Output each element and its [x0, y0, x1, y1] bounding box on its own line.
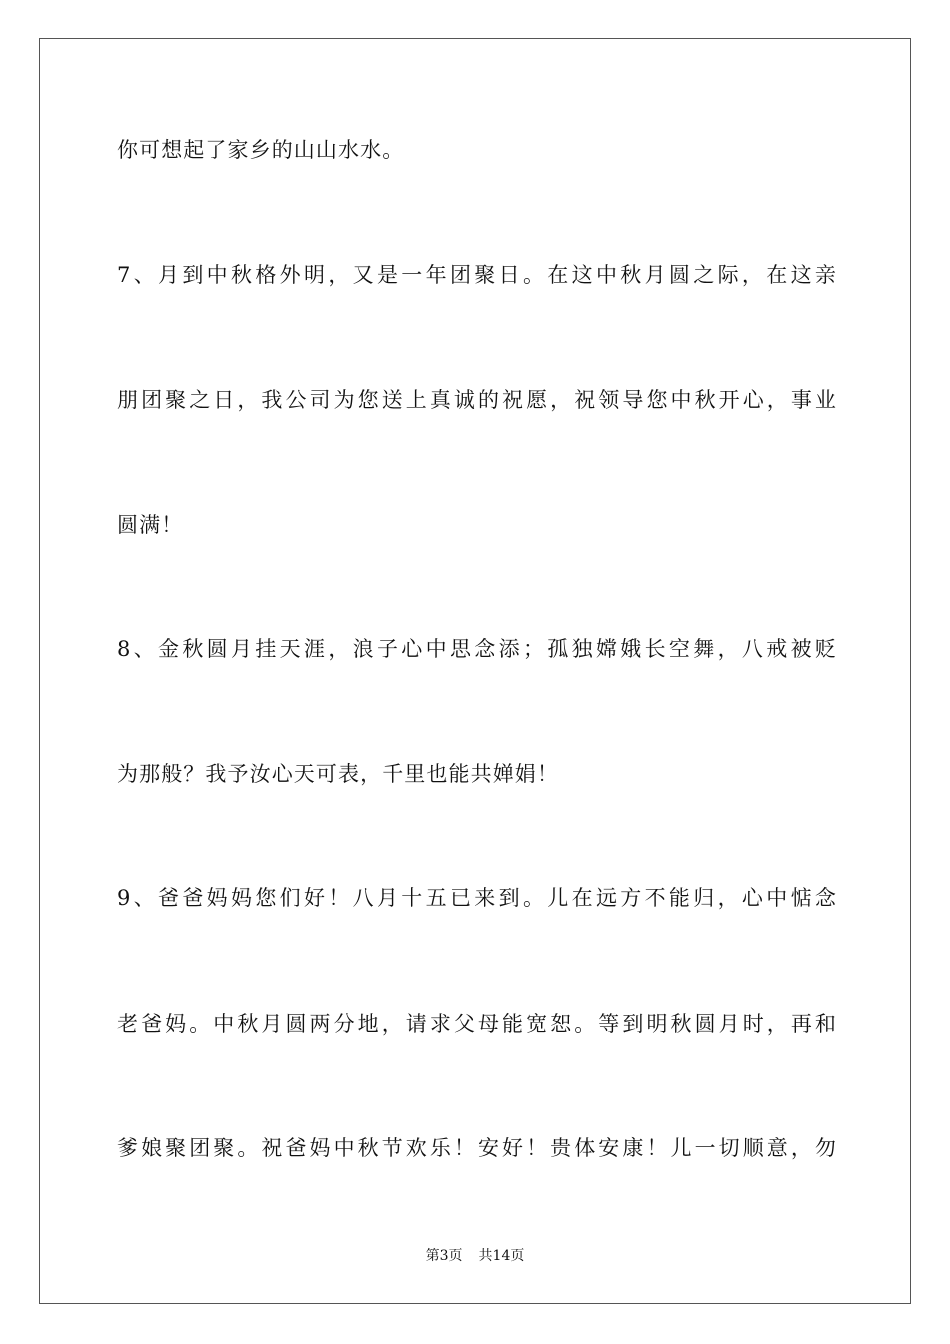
- text-line: 老爸妈。中秋月圆两分地，请求父母能宽恕。等到明秋圆月时，再和: [117, 1012, 837, 1036]
- text-line: 圆满！: [117, 513, 184, 537]
- text-line: 9、爸爸妈妈您们好！八月十五已来到。儿在远方不能归，心中惦念: [117, 886, 837, 910]
- text-line: 为那般？我予汝心天可表，千里也能共婵娟！: [117, 762, 559, 786]
- text-line: 爹娘聚团聚。祝爸妈中秋节欢乐！安好！贵体安康！儿一切顺意，勿: [117, 1136, 837, 1160]
- text-line: 7、月到中秋格外明，又是一年团聚日。在这中秋月圆之际，在这亲: [117, 263, 837, 287]
- page-footer: [0, 1246, 950, 1266]
- text-line: 你可想起了家乡的山山水水。: [117, 138, 405, 162]
- text-line: 8、金秋圆月挂天涯，浪子心中思念添；孤独嫦娥长空舞，八戒被贬: [117, 637, 837, 661]
- page-total: 共14页: [478, 1248, 525, 1264]
- page-border: [39, 38, 911, 1304]
- page-number: 第3页: [425, 1248, 463, 1264]
- text-line: 朋团聚之日，我公司为您送上真诚的祝愿，祝领导您中秋开心，事业: [117, 388, 837, 412]
